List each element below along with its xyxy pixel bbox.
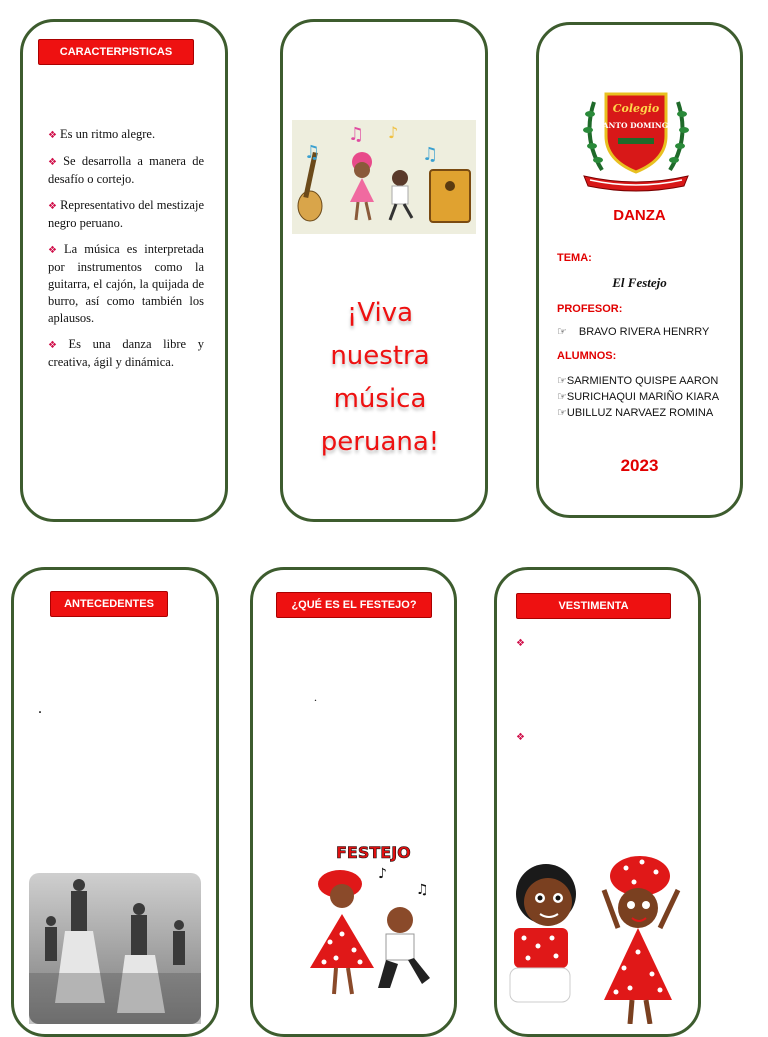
antecedentes-badge: ANTECEDENTES: [50, 591, 168, 617]
svg-text:Colegio: Colegio: [612, 102, 660, 115]
que-es-dot: .: [314, 690, 317, 704]
svg-text:"SANTO DOMINGO": "SANTO DOMINGO": [593, 121, 679, 130]
list-item: ❖ Es una danza libre y creativa, ágil y dinámica.: [48, 337, 204, 369]
svg-text:♪: ♪: [378, 866, 387, 882]
pointing-hand-icon: ☞: [557, 391, 567, 403]
caracteristicas-badge: CARACTERPISTICAS: [38, 39, 194, 65]
list-item: ❖ Se desarrolla a manera de desafío o cortejo.: [48, 154, 204, 186]
diamond-bullet-icon: ❖: [48, 245, 61, 256]
profesor-row: [557, 324, 737, 340]
svg-text:♫: ♫: [304, 142, 321, 163]
svg-text:♫: ♫: [422, 144, 439, 165]
profesor-name: BRAVO RIVERA HENRRY: [578, 326, 710, 338]
list-item: ☞SARMIENTO QUISPE AARON: [557, 375, 719, 387]
tema-label: TEMA:: [557, 252, 592, 264]
cover-year: 2023: [620, 456, 659, 475]
diamond-bullet-icon: ❖: [48, 201, 58, 212]
vestimenta-badge: VESTIMENTA: [516, 593, 671, 619]
tema-value: El Festejo: [612, 275, 667, 290]
svg-text:FESTEJO: FESTEJO: [336, 843, 411, 862]
pointing-hand-icon: ☞: [557, 375, 567, 387]
vestimenta-dancers-illustration: [500, 850, 700, 1024]
diamond-bullet-icon: ❖: [516, 732, 525, 743]
caracteristicas-list: [48, 126, 204, 380]
festejo-dancers-illustration: [290, 838, 438, 1004]
school-crest-logo: [580, 84, 692, 194]
que-es-badge: ¿QUÉ ES EL FESTEJO?: [276, 592, 432, 618]
list-item: ☞SURICHAQUI MARIÑO KIARA: [557, 391, 720, 403]
diamond-bullet-icon: ❖: [516, 638, 525, 649]
list-item: ☞UBILLUZ NARVAEZ ROMINA: [557, 407, 714, 419]
list-item: ❖ La música es interpretada por instrumentos como la guitarra, el cajón, la quijada de burro, así como también los aplausos.: [48, 242, 204, 325]
diamond-bullet-icon: ❖: [48, 340, 66, 351]
antecedentes-dot: .: [38, 700, 42, 717]
svg-text:♪: ♪: [388, 123, 399, 142]
list-item: ❖ Representativo del mestizaje negro peruano.: [48, 198, 204, 230]
svg-text:♫: ♫: [348, 124, 365, 145]
pointing-hand-icon: ☞: [557, 407, 567, 419]
list-item: ❖ Es un ritmo alegre.: [48, 127, 156, 141]
alumnos-label: ALUMNOS:: [557, 350, 617, 362]
diamond-bullet-icon: ❖: [48, 157, 61, 168]
historical-dance-photo: [29, 873, 201, 1024]
svg-text:♫: ♫: [416, 882, 429, 898]
alumnos-list: [557, 373, 739, 421]
profesor-label: PROFESOR:: [557, 303, 623, 315]
slogan: ¡Viva nuestra música peruana!: [320, 298, 440, 457]
dancers-music-illustration: [292, 120, 476, 234]
cover-title: DANZA: [613, 207, 666, 224]
pointing-hand-icon: ☞: [557, 326, 567, 338]
diamond-bullet-icon: ❖: [48, 130, 57, 141]
